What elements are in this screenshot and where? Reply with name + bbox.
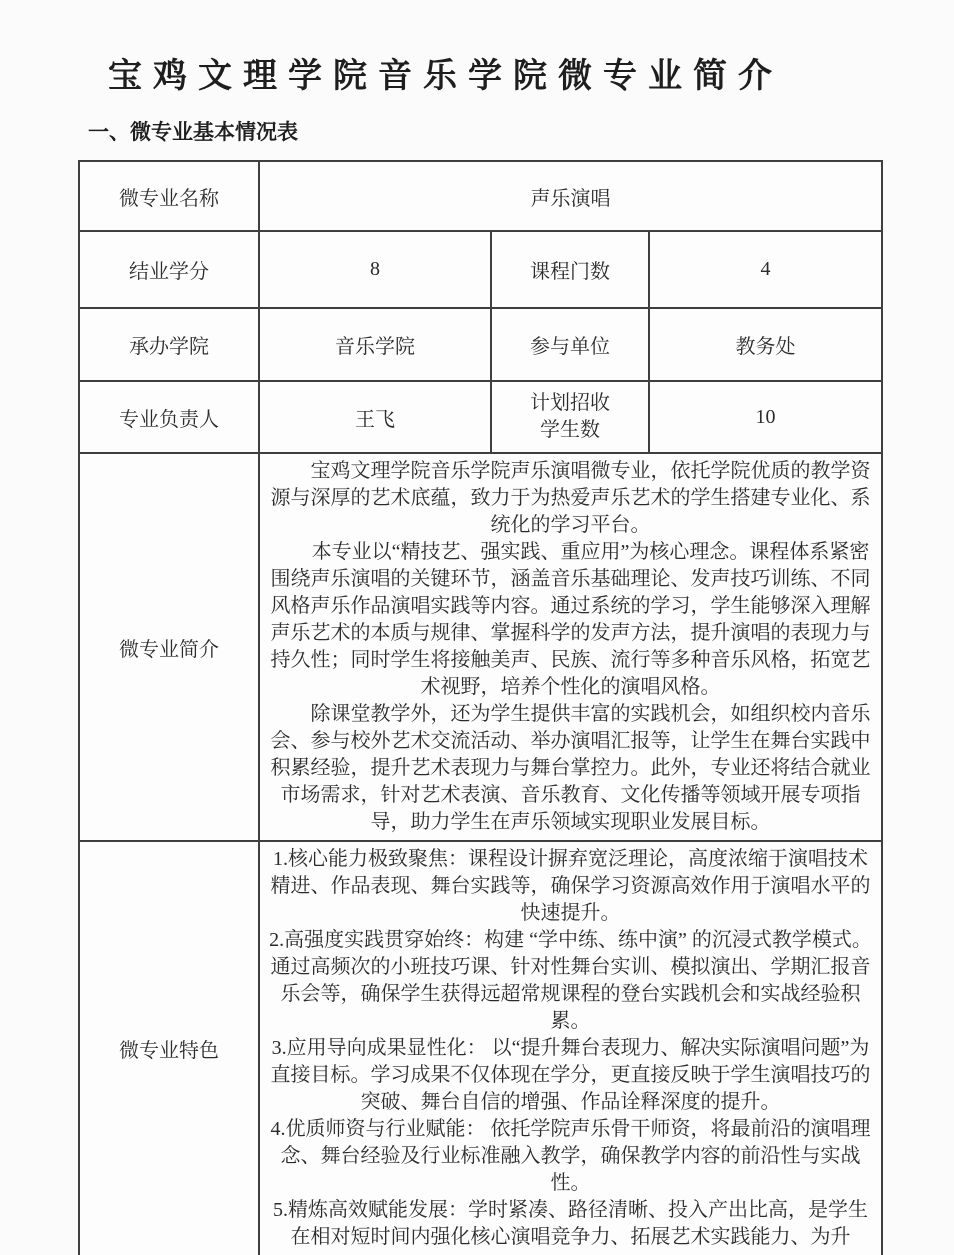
table-row-leader bbox=[79, 381, 882, 453]
enrollment-value-cell: 10 bbox=[649, 381, 882, 453]
intro-paragraph: 本专业以“精技艺、强实践、重应用”为核心理念。课程体系紧密围绕声乐演唱的关键环节，涵盖音乐基础理论、发声技巧训练、不同风格声乐作品演唱实践等内容。通过系统的学习，学生能够深入理解声乐艺术的本质与规律、掌握科学的发声方法，提升演唱的表现力与持久性；同时学生将接触美声、民族、流行等多种音乐风格，拓宽艺术视野，培养个性化的演唱风格。 bbox=[270, 541, 871, 698]
page-title: 宝鸡文理学院音乐学院微专业简介 bbox=[108, 57, 783, 95]
participant-label-cell: 参与单位 bbox=[491, 308, 649, 381]
section-heading: 一、微专业基本情况表 bbox=[88, 121, 298, 144]
college-value-cell: 音乐学院 bbox=[259, 308, 491, 381]
name-label-cell: 微专业名称 bbox=[79, 161, 259, 231]
features-text-cell bbox=[259, 841, 882, 1255]
feature-item: 1.核心能力极致聚焦：课程设计摒弃宽泛理论，高度浓缩于演唱技术精进、作品表现、舞台实践等，确保学习资源高效作用于演唱水平的快速提升。 bbox=[270, 848, 871, 924]
credits-value-cell: 8 bbox=[259, 231, 491, 308]
intro-text-cell bbox=[259, 453, 882, 841]
intro-paragraph: 宝鸡文理学院音乐学院声乐演唱微专业，依托学院优质的教学资源与深厚的艺术底蕴，致力于为热爱声乐艺术的学生搭建专业化、系统化的学习平台。 bbox=[270, 460, 871, 536]
courses-value-cell: 4 bbox=[649, 231, 882, 308]
table-row-credits bbox=[79, 231, 882, 308]
table-row-intro bbox=[79, 453, 882, 841]
feature-item: 4.优质师资与行业赋能： 依托学院声乐骨干师资，将最前沿的演唱理念、舞台经验及行业标准融入教学，确保教学内容的前沿性与实战性。 bbox=[270, 1118, 871, 1194]
courses-label-cell: 课程门数 bbox=[491, 231, 649, 308]
intro-paragraph: 除课堂教学外，还为学生提供丰富的实践机会，如组织校内音乐会、参与校外艺术交流活动、举办演唱汇报等，让学生在舞台实践中积累经验，提升艺术表现力与舞台掌控力。此外，专业还将结合就业市场需求，针对艺术表演、音乐教育、文化传播等领域开展专项指导，助力学生在声乐领域实现职业发展目标。 bbox=[270, 703, 871, 833]
table-row-features bbox=[79, 841, 882, 1255]
leader-value-cell: 王飞 bbox=[259, 381, 491, 453]
name-value-cell: 声乐演唱 bbox=[259, 161, 882, 231]
table-row-college bbox=[79, 308, 882, 381]
intro-label-cell: 微专业简介 bbox=[79, 453, 259, 841]
enrollment-label: 计划招收学生数 bbox=[530, 392, 610, 441]
feature-item: 5.精炼高效赋能发展：学时紧凑、路径清晰、投入产出比高，是学生在相对短时间内强化核心演唱竞争力、拓展艺术实践能力、为升 bbox=[273, 1199, 868, 1248]
features-label-cell: 微专业特色 bbox=[79, 841, 259, 1255]
basic-info-table bbox=[78, 160, 883, 1255]
table-row-name bbox=[79, 161, 882, 231]
college-label-cell: 承办学院 bbox=[79, 308, 259, 381]
credits-label-cell: 结业学分 bbox=[79, 231, 259, 308]
feature-item: 2.高强度实践贯穿始终：构建 “学中练、练中演” 的沉浸式教学模式。通过高频次的小班技巧课、针对性舞台实训、模拟演出、学期汇报音乐会等，确保学生获得远超常规课程的登台实践机会和实战经验积累。 bbox=[269, 929, 872, 1032]
leader-label-cell: 专业负责人 bbox=[79, 381, 259, 453]
enrollment-label-cell bbox=[491, 381, 649, 453]
feature-item: 3.应用导向成果显性化： 以“提升舞台表现力、解决实际演唱问题”为直接目标。学习成果不仅体现在学分，更直接反映于学生演唱技巧的突破、舞台自信的增强、作品诠释深度的提升。 bbox=[270, 1037, 871, 1113]
participant-value-cell: 教务处 bbox=[649, 308, 882, 381]
